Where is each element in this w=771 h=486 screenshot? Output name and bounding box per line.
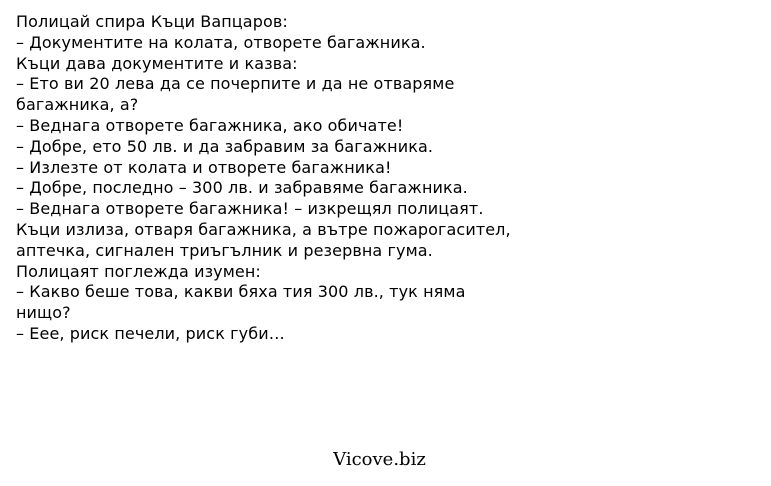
joke-line: нищо? bbox=[16, 303, 71, 323]
joke-line: – Какво беше това, какви бяха тия 300 лв., тук няма bbox=[16, 282, 466, 302]
joke-line: Къци излиза, отваря багажника, а вътре пожарогасител, bbox=[16, 219, 511, 239]
joke-line: Полицай спира Къци Вапцаров: bbox=[16, 12, 288, 31]
joke-line: – Еее, риск печели, риск губи… bbox=[16, 323, 285, 343]
joke-line: – Излезте от колата и отворете багажника! bbox=[16, 157, 392, 177]
joke-line: – Ето ви 20 лева да се почерпите и да не отваряме bbox=[16, 74, 455, 94]
joke-line: – Добре, последно – 300 лв. и забравяме багажника. bbox=[16, 178, 468, 198]
joke-line: – Документите на колата, отворете багажника. bbox=[16, 32, 426, 52]
joke-line: – Веднага отворете багажника! – изкрещял полицаят. bbox=[16, 199, 484, 219]
joke-line: – Веднага отворете багажника, ако обичате! bbox=[16, 115, 404, 135]
joke-text bbox=[16, 12, 756, 345]
joke-line: Полицаят поглежда изумен: bbox=[16, 261, 261, 281]
joke-line: Къци дава документите и казва: bbox=[16, 53, 298, 73]
site-watermark: Vicove.biz bbox=[333, 449, 426, 470]
joke-line: – Добре, ето 50 лв. и да забравим за багажника. bbox=[16, 136, 434, 156]
joke-line: аптечка, сигнален триъгълник и резервна гума. bbox=[16, 240, 433, 260]
joke-line: багажника, а? bbox=[16, 95, 139, 115]
